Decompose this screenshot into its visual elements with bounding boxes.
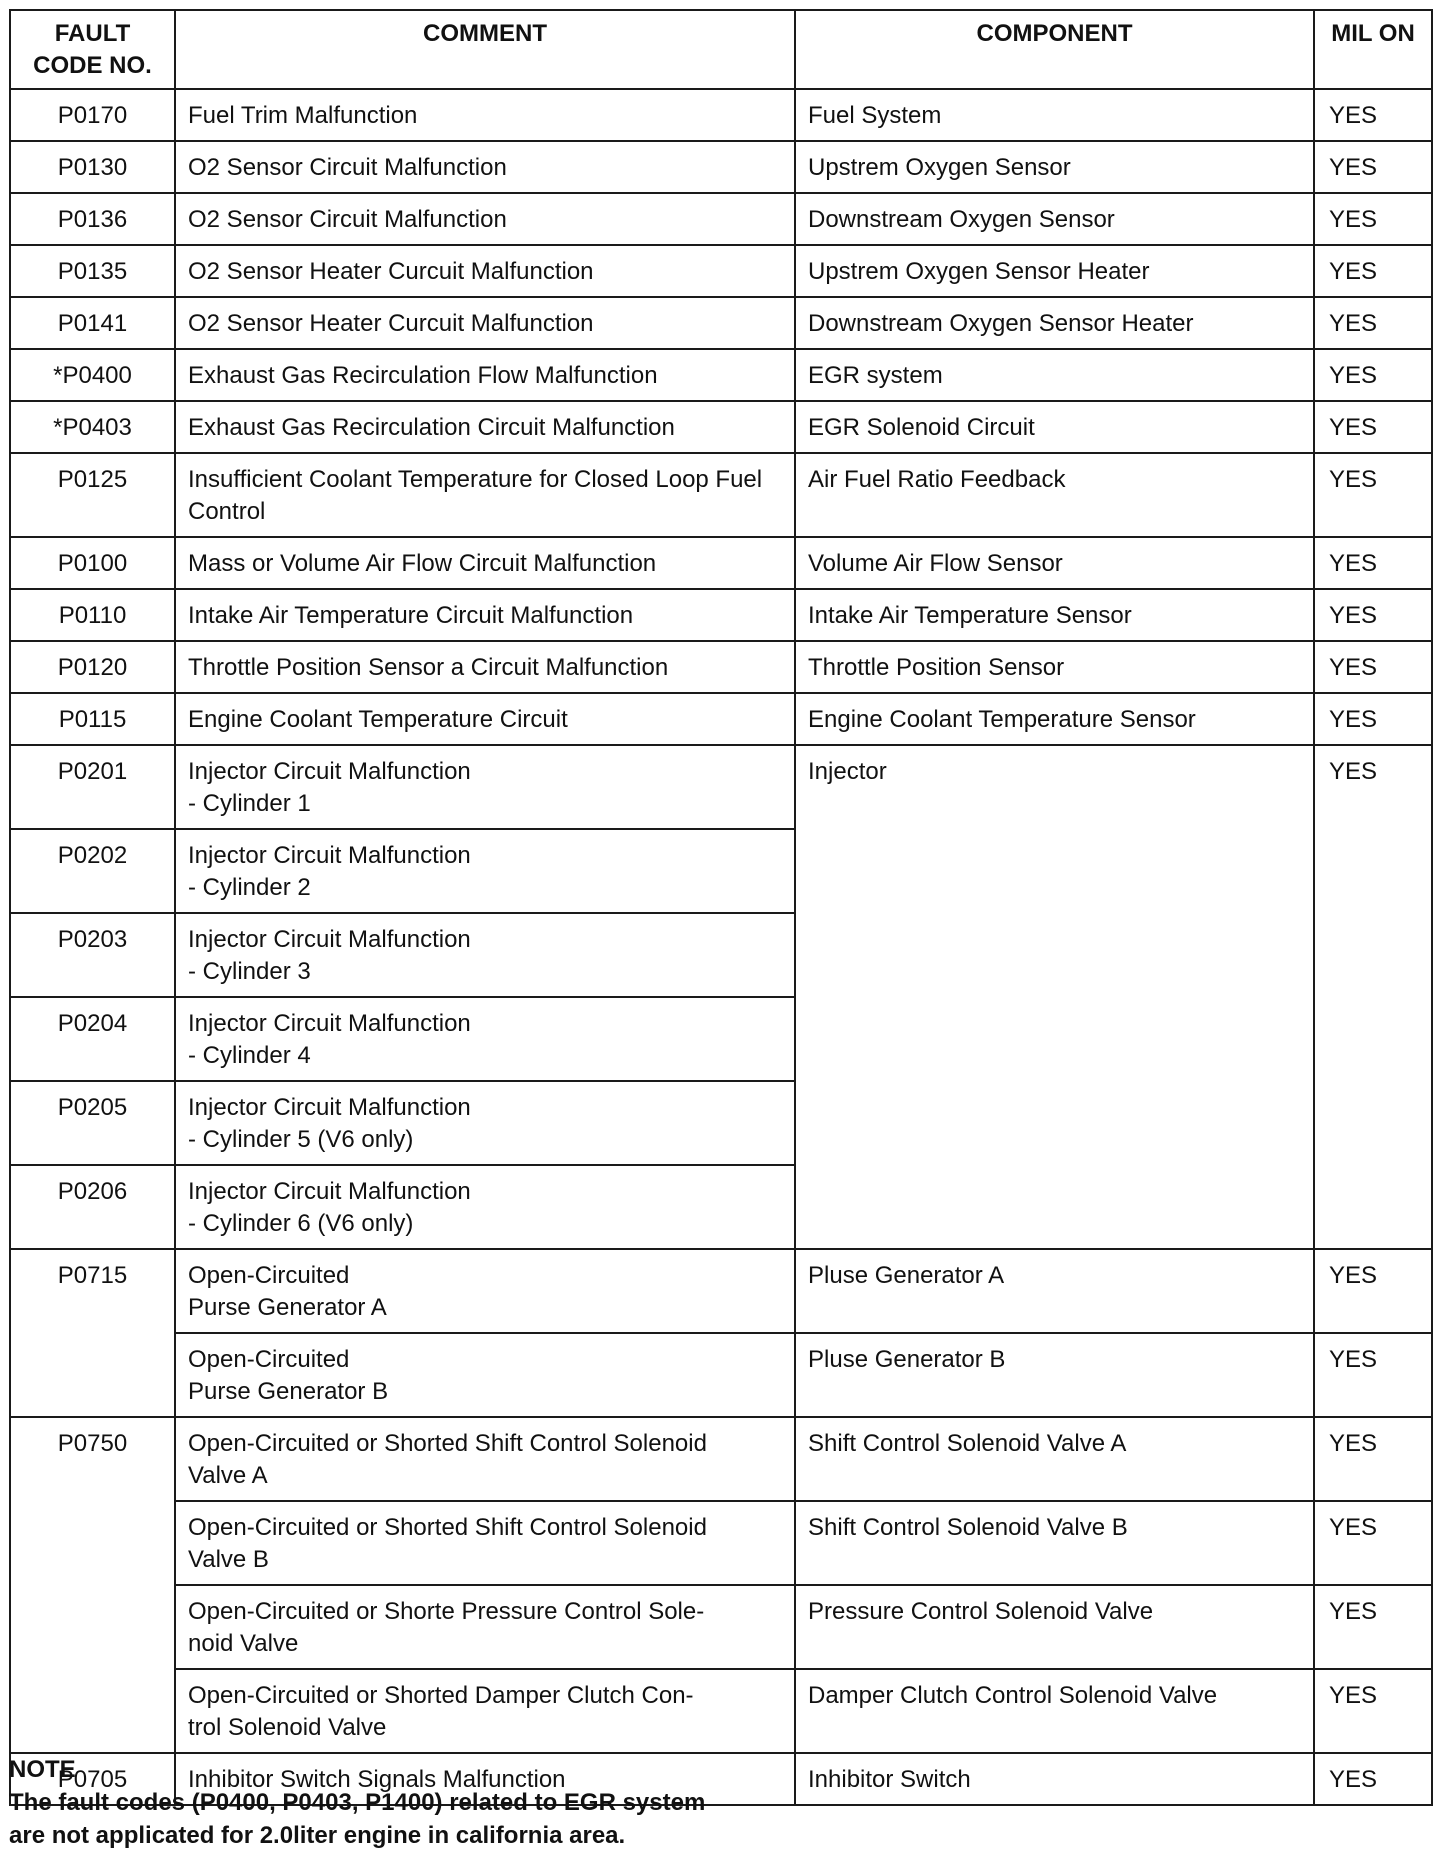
comment	[175, 913, 795, 997]
fault-code: P0204	[10, 997, 175, 1081]
fault-code: P0205	[10, 1081, 175, 1165]
table-row	[10, 589, 1432, 641]
comment-line: Injector Circuit Malfunction	[188, 1178, 471, 1205]
fault-code: P0136	[10, 193, 175, 245]
comment-line: Valve A	[188, 1462, 268, 1489]
mil-status: YES	[1314, 297, 1432, 349]
comment-line: Injector Circuit Malfunction	[188, 1010, 471, 1037]
comment-line: Open-Circuited or Shorte Pressure Control Sole-	[188, 1598, 705, 1625]
component: Shift Control Solenoid Valve A	[795, 1417, 1314, 1501]
table-row	[10, 89, 1432, 141]
table-row	[10, 537, 1432, 589]
fault-code: P0110	[10, 589, 175, 641]
comment-line: - Cylinder 4	[188, 1042, 311, 1069]
comment-line: Injector Circuit Malfunction	[188, 926, 471, 953]
fault-code: P0130	[10, 141, 175, 193]
comment: O2 Sensor Circuit Malfunction	[175, 141, 795, 193]
comment: Insufficient Coolant Temperature for Closed Loop Fuel Control	[175, 453, 795, 537]
table-row	[10, 453, 1432, 537]
header-component: COMPONENT	[795, 10, 1314, 89]
table-row	[10, 1417, 1432, 1501]
component: Engine Coolant Temperature Sensor	[795, 693, 1314, 745]
comment-line: trol Solenoid Valve	[188, 1714, 387, 1741]
mil-status: YES	[1314, 89, 1432, 141]
mil-status: YES	[1314, 401, 1432, 453]
comment: Inhibitor Switch Signals Malfunction	[175, 1753, 795, 1805]
comment-line: Injector Circuit Malfunction	[188, 758, 471, 785]
comment-line: noid Valve	[188, 1630, 299, 1657]
comment: O2 Sensor Heater Curcuit Malfunction	[175, 245, 795, 297]
mil-status: YES	[1314, 745, 1432, 1249]
component: Air Fuel Ratio Feedback	[795, 453, 1314, 537]
comment-line: Open-Circuited	[188, 1262, 350, 1289]
mil-status: YES	[1314, 1417, 1432, 1501]
comment-line: Open-Circuited or Shorted Damper Clutch Con-	[188, 1682, 694, 1709]
comment-line: Open-Circuited or Shorted Shift Control Solenoid	[188, 1514, 707, 1541]
comment: Throttle Position Sensor a Circuit Malfunction	[175, 641, 795, 693]
table-row	[10, 693, 1432, 745]
fault-code: P0203	[10, 913, 175, 997]
comment-line: Valve B	[188, 1546, 269, 1573]
component: Pluse Generator B	[795, 1333, 1314, 1417]
table-row	[10, 349, 1432, 401]
fault-code: P0135	[10, 245, 175, 297]
table-row	[10, 1333, 1432, 1417]
table-row	[10, 141, 1432, 193]
component: Pressure Control Solenoid Valve	[795, 1585, 1314, 1669]
comment: Intake Air Temperature Circuit Malfunction	[175, 589, 795, 641]
comment	[175, 1417, 795, 1501]
comment-line: - Cylinder 3	[188, 958, 311, 985]
comment	[175, 1501, 795, 1585]
mil-status: YES	[1314, 641, 1432, 693]
mil-status: YES	[1314, 1585, 1432, 1669]
comment	[175, 1333, 795, 1417]
comment	[175, 1249, 795, 1333]
comment: Exhaust Gas Recirculation Flow Malfunction	[175, 349, 795, 401]
comment-line: Open-Circuited or Shorted Shift Control Solenoid	[188, 1430, 707, 1457]
component: Shift Control Solenoid Valve B	[795, 1501, 1314, 1585]
note-title: NOTE	[9, 1756, 76, 1783]
note-text-line: The fault codes (P0400, P0403, P1400) related to EGR system	[9, 1789, 706, 1816]
comment-line: - Cylinder 6 (V6 only)	[188, 1210, 414, 1237]
mil-status: YES	[1314, 349, 1432, 401]
component: Injector	[795, 745, 1314, 1249]
component: Downstream Oxygen Sensor Heater	[795, 297, 1314, 349]
mil-status: YES	[1314, 193, 1432, 245]
component: EGR Solenoid Circuit	[795, 401, 1314, 453]
fault-code: P0201	[10, 745, 175, 829]
comment-line: Purse Generator A	[188, 1294, 387, 1321]
fault-code: P0705	[10, 1753, 175, 1805]
comment-line: Open-Circuited	[188, 1346, 350, 1373]
component: Upstrem Oxygen Sensor	[795, 141, 1314, 193]
table-row	[10, 641, 1432, 693]
component: Upstrem Oxygen Sensor Heater	[795, 245, 1314, 297]
header-fault-code: FAULT CODE NO.	[10, 10, 175, 89]
fault-code: P0202	[10, 829, 175, 913]
mil-status: YES	[1314, 589, 1432, 641]
table-row	[10, 1249, 1432, 1333]
table-header-row	[10, 10, 1432, 89]
table-row	[10, 193, 1432, 245]
table-row	[10, 1585, 1432, 1669]
table-row	[10, 1501, 1432, 1585]
comment: O2 Sensor Circuit Malfunction	[175, 193, 795, 245]
component: Pluse Generator A	[795, 1249, 1314, 1333]
mil-status: YES	[1314, 453, 1432, 537]
comment: Mass or Volume Air Flow Circuit Malfunction	[175, 537, 795, 589]
comment	[175, 1669, 795, 1753]
comment-line: - Cylinder 1	[188, 790, 311, 817]
component: EGR system	[795, 349, 1314, 401]
comment	[175, 1081, 795, 1165]
fault-code: P0125	[10, 453, 175, 537]
table-row	[10, 401, 1432, 453]
mil-status: YES	[1314, 1333, 1432, 1417]
fault-code: P0141	[10, 297, 175, 349]
fault-code: P0120	[10, 641, 175, 693]
fault-code-table	[9, 9, 1433, 1806]
note-block	[9, 1753, 705, 1852]
mil-status: YES	[1314, 537, 1432, 589]
mil-status: YES	[1314, 1669, 1432, 1753]
comment: O2 Sensor Heater Curcuit Malfunction	[175, 297, 795, 349]
comment: Fuel Trim Malfunction	[175, 89, 795, 141]
table-row	[10, 245, 1432, 297]
comment-line: Injector Circuit Malfunction	[188, 1094, 471, 1121]
mil-status: YES	[1314, 141, 1432, 193]
table-row	[10, 297, 1432, 349]
component: Inhibitor Switch	[795, 1753, 1314, 1805]
fault-code: *P0400	[10, 349, 175, 401]
component: Throttle Position Sensor	[795, 641, 1314, 693]
mil-status: YES	[1314, 245, 1432, 297]
fault-code: *P0403	[10, 401, 175, 453]
component: Damper Clutch Control Solenoid Valve	[795, 1669, 1314, 1753]
fault-code: P0715	[10, 1249, 175, 1417]
header-comment: COMMENT	[175, 10, 795, 89]
table-row	[10, 745, 1432, 829]
comment-line: - Cylinder 5 (V6 only)	[188, 1126, 414, 1153]
mil-status: YES	[1314, 693, 1432, 745]
fault-code: P0100	[10, 537, 175, 589]
mil-status: YES	[1314, 1501, 1432, 1585]
note-text-line: are not applicated for 2.0liter engine in california area.	[9, 1822, 626, 1849]
header-mil-on: MIL ON	[1314, 10, 1432, 89]
table-row	[10, 1669, 1432, 1753]
component: Downstream Oxygen Sensor	[795, 193, 1314, 245]
fault-code: P0115	[10, 693, 175, 745]
fault-code: P0206	[10, 1165, 175, 1249]
comment: Engine Coolant Temperature Circuit	[175, 693, 795, 745]
comment	[175, 997, 795, 1081]
comment	[175, 1165, 795, 1249]
comment	[175, 745, 795, 829]
comment: Exhaust Gas Recirculation Circuit Malfunction	[175, 401, 795, 453]
comment-line: Purse Generator B	[188, 1378, 389, 1405]
comment-line: Injector Circuit Malfunction	[188, 842, 471, 869]
mil-status: YES	[1314, 1753, 1432, 1805]
comment-line: - Cylinder 2	[188, 874, 311, 901]
mil-status: YES	[1314, 1249, 1432, 1333]
fault-code: P0170	[10, 89, 175, 141]
comment	[175, 829, 795, 913]
component: Volume Air Flow Sensor	[795, 537, 1314, 589]
comment	[175, 1585, 795, 1669]
component: Fuel System	[795, 89, 1314, 141]
component: Intake Air Temperature Sensor	[795, 589, 1314, 641]
fault-code: P0750	[10, 1417, 175, 1753]
